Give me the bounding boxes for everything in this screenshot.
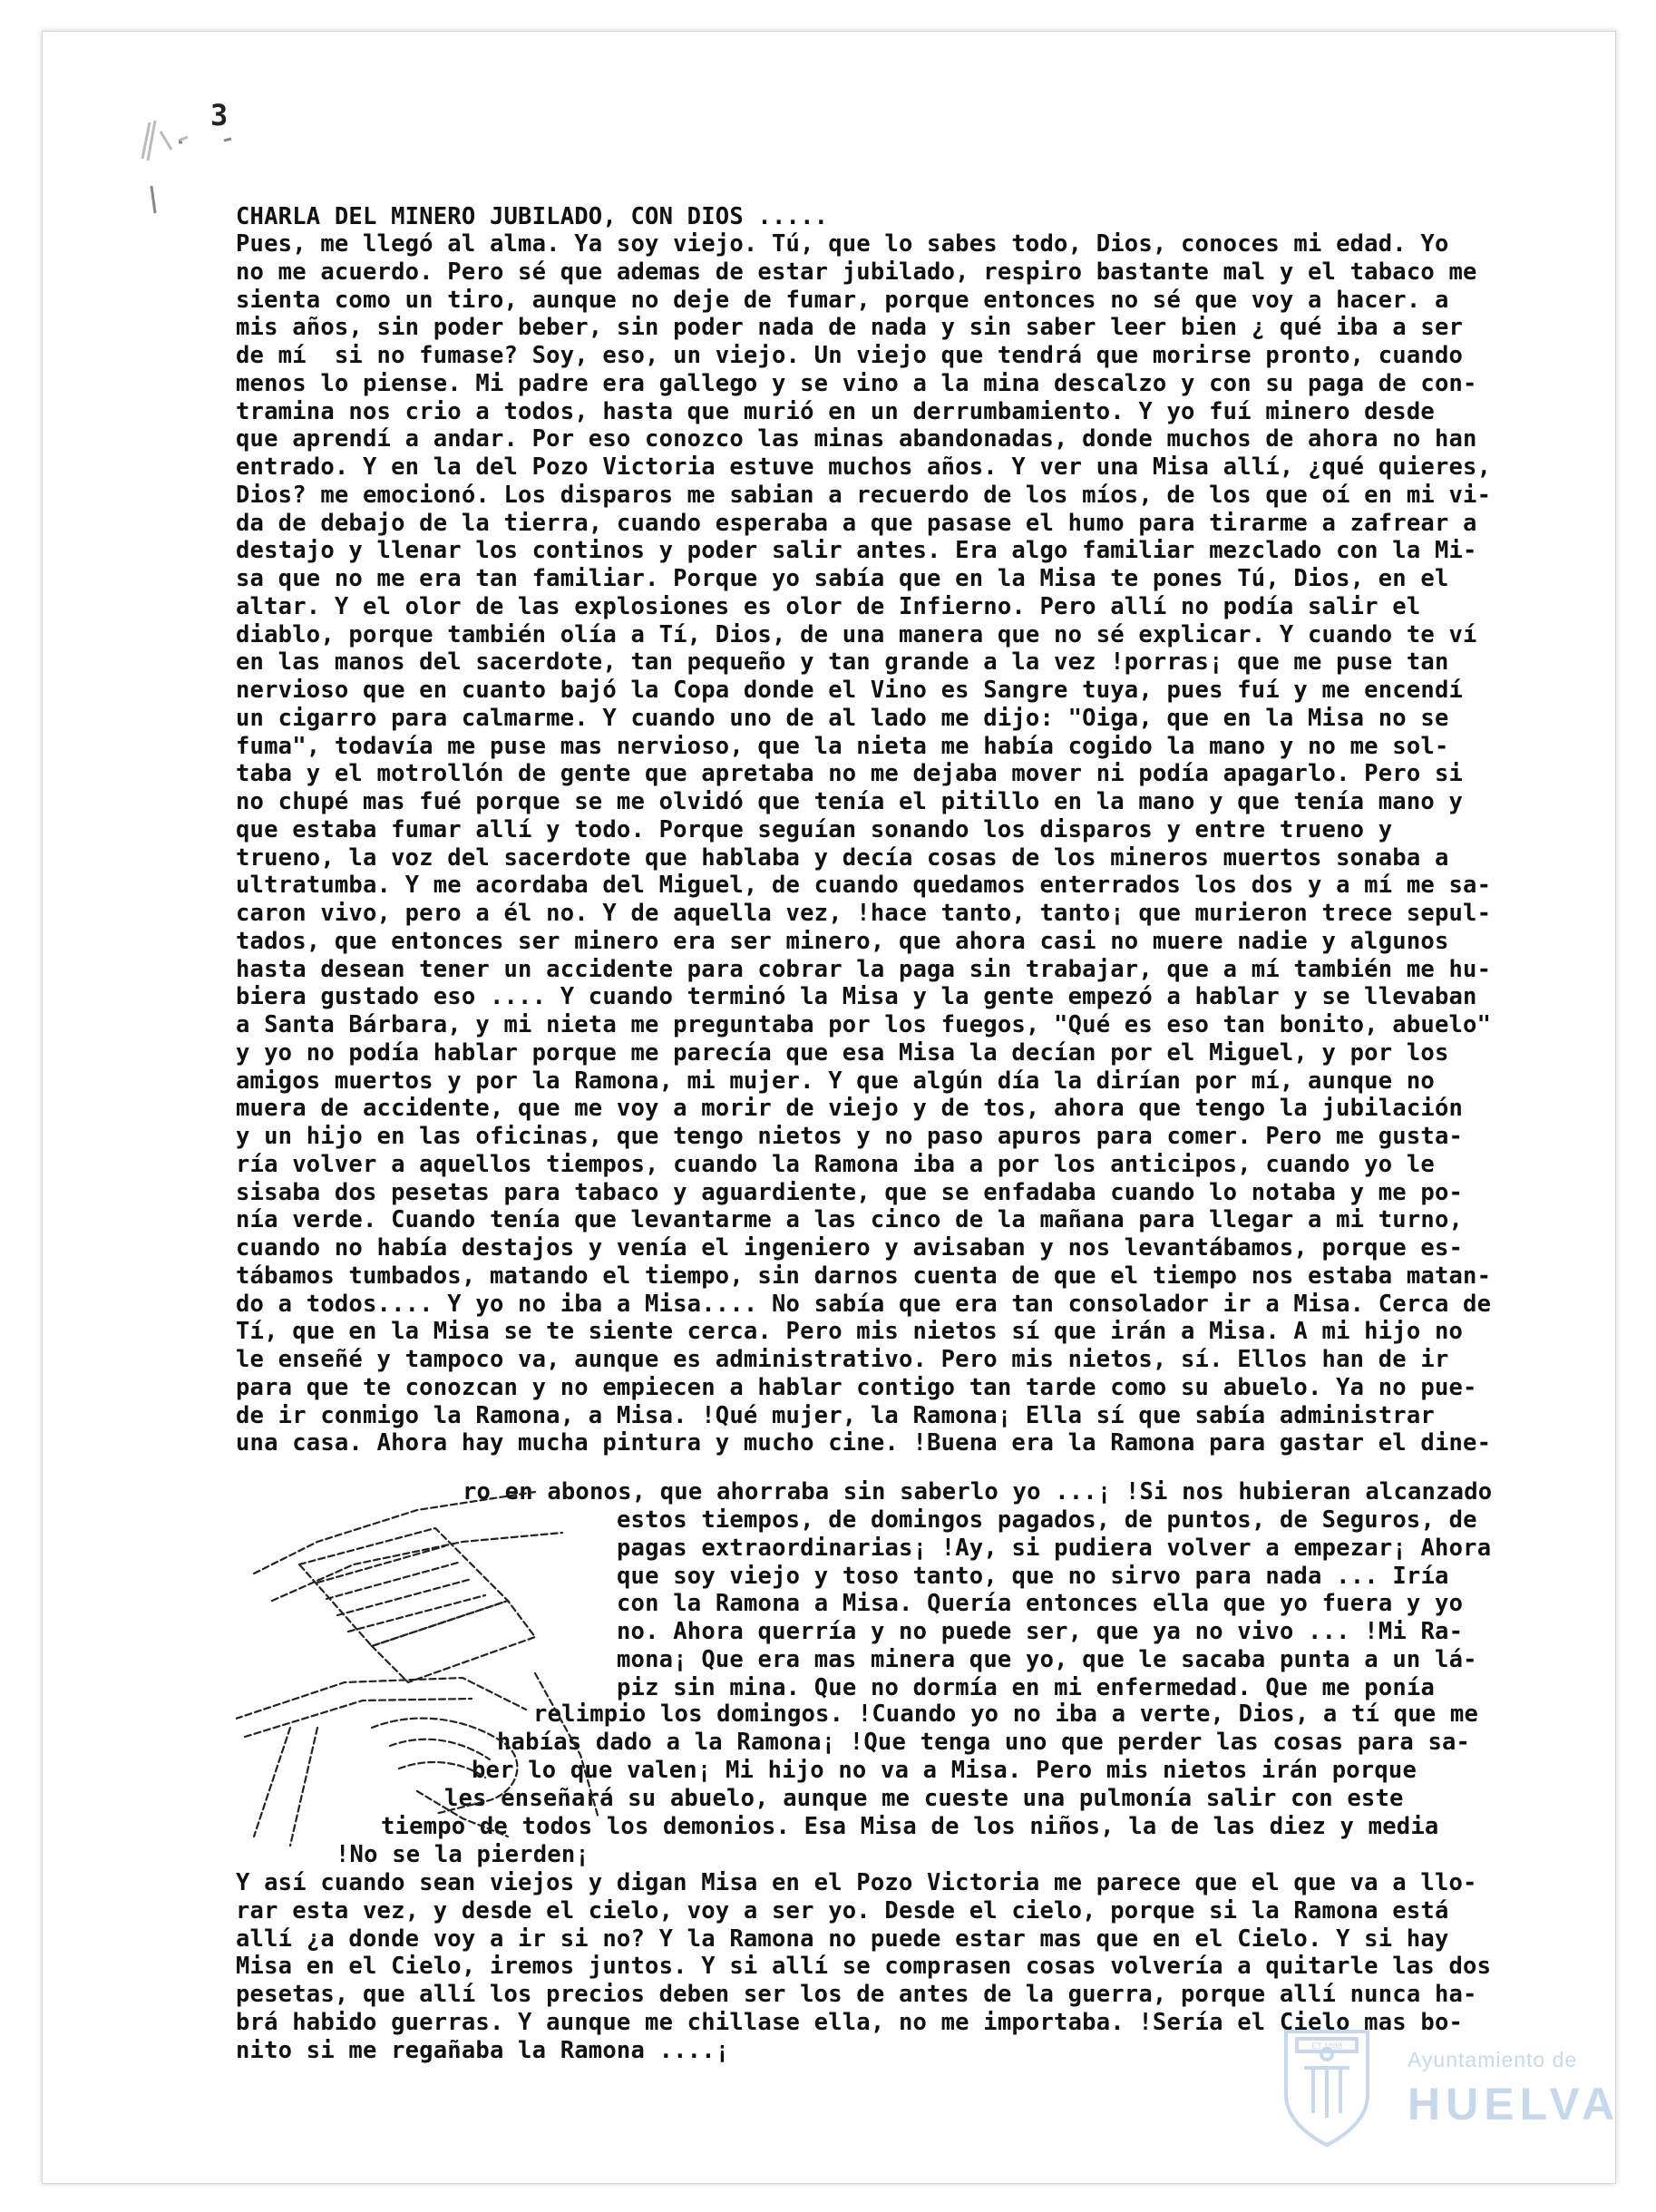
seal-text: ET 1888 <box>1311 2041 1342 2051</box>
body-text-closing: Y así cuando sean viejos y digan Misa en el Pozo Victoria me parece que el que va a llo- rar esta vez, y desde el cielo, voy a ser yo. Desde el cielo, porque si la Ramona está allí ¿a donde voy a ir si no? Y la Ramona no puede estar mas que en el Cielo. Y si hay Misa en el Cielo, iremos juntos. Y si allí se comprasen cosas volvería a quitarle las dos pesetas, que allí los precios deben ser los de antes de la guerra, porque allí nunca ha- brá habido guerras. Y aunque me chillase ella, no me importaba. !Sería el Cielo mas bo- nito si me regañaba la Ramona ....¡ <box>236 1869 1492 2064</box>
hands-holding-book-illustration <box>236 1456 617 1855</box>
document-title: CHARLA DEL MINERO JUBILADO, CON DIOS ..... <box>236 203 829 230</box>
body-text-tail-line: ber lo que valen¡ Mi hijo no va a Misa. Pero mis nietos irán porque <box>472 1757 1417 1784</box>
body-text-tail-line: tiempo de todos los demonios. Esa Misa de los niños, la de las diez y media <box>381 1813 1439 1840</box>
body-text-tail-line: relimpio los domingos. !Cuando yo no iba a verte, Dios, a tí que me <box>533 1700 1479 1728</box>
body-text-offset-line: ro en abonos, que ahorraba sin saberlo yo ...¡ !Si nos hubieran alcanzado <box>463 1478 1493 1506</box>
page-number: 3 <box>210 98 229 132</box>
huelva-seal-watermark <box>1277 2013 1377 2149</box>
body-text-tail-line: habías dado a la Ramona¡ !Que tenga uno que perder las cosas para sa- <box>497 1729 1471 1756</box>
body-text-beside-illustration: estos tiempos, de domingos pagados, de puntos, de Seguros, de pagas extraordinarias¡ !Ay, si pudiera volver a empezar¡ Ahora que soy viejo y toso tanto, que no sirvo para nada ... Iría con la Ramona a Misa. Quería entonces ella que yo fuera y yo no. Ahora querría y no puede ser, que ya no vivo ... !Mi Ra- mona¡ Que era mas minera que yo, que le sacaba punta a un lá- piz sin mina. Que no dormía en mi enfermedad. Que me ponía <box>617 1506 1492 1701</box>
logo-text-top: Ayuntamiento de <box>1408 2048 1578 2071</box>
body-text-full-width: Pues, me llegó al alma. Ya soy viejo. Tú, que lo sabes todo, Dios, conoces mi edad. Yo no me acuerdo. Pero sé que ademas de estar jubilado, respiro bastante mal y el tabaco me sienta como un tiro, aunque no deje de fumar, porque entonces no sé que voy a hacer. a mis años, sin poder beber, sin poder nada de nada y sin saber leer bien ¿ qué iba a ser de mí si no fumase? Soy, eso, un viejo. Un viejo que tendrá que morirse pronto, cuando menos lo piense. Mi padre era gallego y se vino a la mina descalzo y con su paga de con- tramina nos crio a todos, hasta que murió en un derrumbamiento. Y yo fuí minero desde que aprendí a andar. Por eso conozco las minas abandonadas, donde muchos de ahora no han entrado. Y en la del Pozo Victoria estuve muchos años. Y ver una Misa allí, ¿qué quieres, Dios? me emocionó. Los disparos me sabian a recuerdo de los míos, de los que oí en mi vi- da de debajo de la tierra, cuando esperaba a que pasase el humo para tirarme a zafrear a destajo y llenar los continos y poder salir antes. Era algo familiar mezclado con la Mi- sa que no me era tan familiar. Porque yo sabía que en la Misa te pones Tú, Dios, en el altar. Y el olor de las explosiones es olor de Infierno. Pero allí no podía salir el diablo, porque también olía a Tí, Dios, de una manera que no sé explicar. Y cuando te ví en las manos del sacerdote, tan pequeño y tan grande a la vez !porras¡ que me puse tan nervioso que en cuanto bajó la Copa donde el Vino es Sangre tuya, pues fuí y me encendí un cigarro para calmarme. Y cuando uno de al lado me dijo: "Oiga, que en la Misa no se fuma", todavía me puse mas nervioso, que la nieta me había cogido la mano y no me sol- taba y el motrollón de gente que apretaba no me dejaba mover ni podía apagarlo. Pero si no chupé mas fué porque se me olvidó que tenía el pitillo en la mano y que tenía mano y que estaba fumar allí y todo. Porque seguían sonando los disparos y entre trueno y trueno, la voz del sacerdote que hablaba y decía cosas de los mineros muertos sonaba a ultratumba. Y me acordaba del Miguel, de cuando quedamos enterrados los dos y a mí me sa- caron vivo, pero a él no. Y de aquella vez, !hace tanto, tanto¡ que murieron trece sepul- tados, que entonces ser minero era ser minero, que ahora casi no muere nadie y algunos hasta desean tener un accidente para cobrar la paga sin trabajar, que a mí también me hu- biera gustado eso .... Y cuando terminó la Misa y la gente empezó a hablar y se llevaban a Santa Bárbara, y mi nieta me preguntaba por los fuegos, "Qué es eso tan bonito, abuelo" y yo no podía hablar porque me parecía que esa Misa la decían por el Miguel, y por los amigos muertos y por la Ramona, mi mujer. Y que algún día la dirían por mí, aunque no muera de accidente, que me voy a morir de viejo y de tos, ahora que tengo la jubilación y un hijo en las oficinas, que tengo nietos y no paso apuros para comer. Pero me gusta- ría volver a aquellos tiempos, cuando la Ramona iba a por los anticipos, cuando yo le sisaba dos pesetas para tabaco y aguardiente, que se enfadaba cuando lo notaba y me po- nía verde. Cuando tenía que levantarme a las cinco de la mañana para llegar a mi turno, cuando no había destajos y venía el ingeniero y avisaban y nos levantábamos, porque es- tábamos tumbados, matando el tiempo, sin darnos cuenta de que el tiempo nos estaba matan- do a todos.... Y yo no iba a Misa.... No sabía que era tan consolador ir a Misa. Cerca de Tí, que en la Misa se te siente cerca. Pero mis nietos sí que irán a Misa. A mi hijo no le enseñé y tampoco va, aunque es administrativo. Pero mis nietos, sí. Ellos han de ir para que te conozcan y no empiecen a hablar contigo tan tarde como su abuelo. Ya no pue- de ir conmigo la Ramona, a Misa. !Qué mujer, la Ramona¡ Ella sí que sabía administrar una casa. Ahora hay mucha pintura y mucho cine. !Buena era la Ramona para gastar el dine- <box>236 230 1492 1457</box>
logo-text-bottom: HUELVA <box>1408 2079 1621 2129</box>
body-text-tail-line: les enseñará su abuelo, aunque me cueste una pulmonía salir con este <box>444 1785 1404 1812</box>
body-text-tail-line: !No se la pierden¡ <box>336 1841 589 1868</box>
huelva-logo-watermark <box>1408 2048 1620 2130</box>
